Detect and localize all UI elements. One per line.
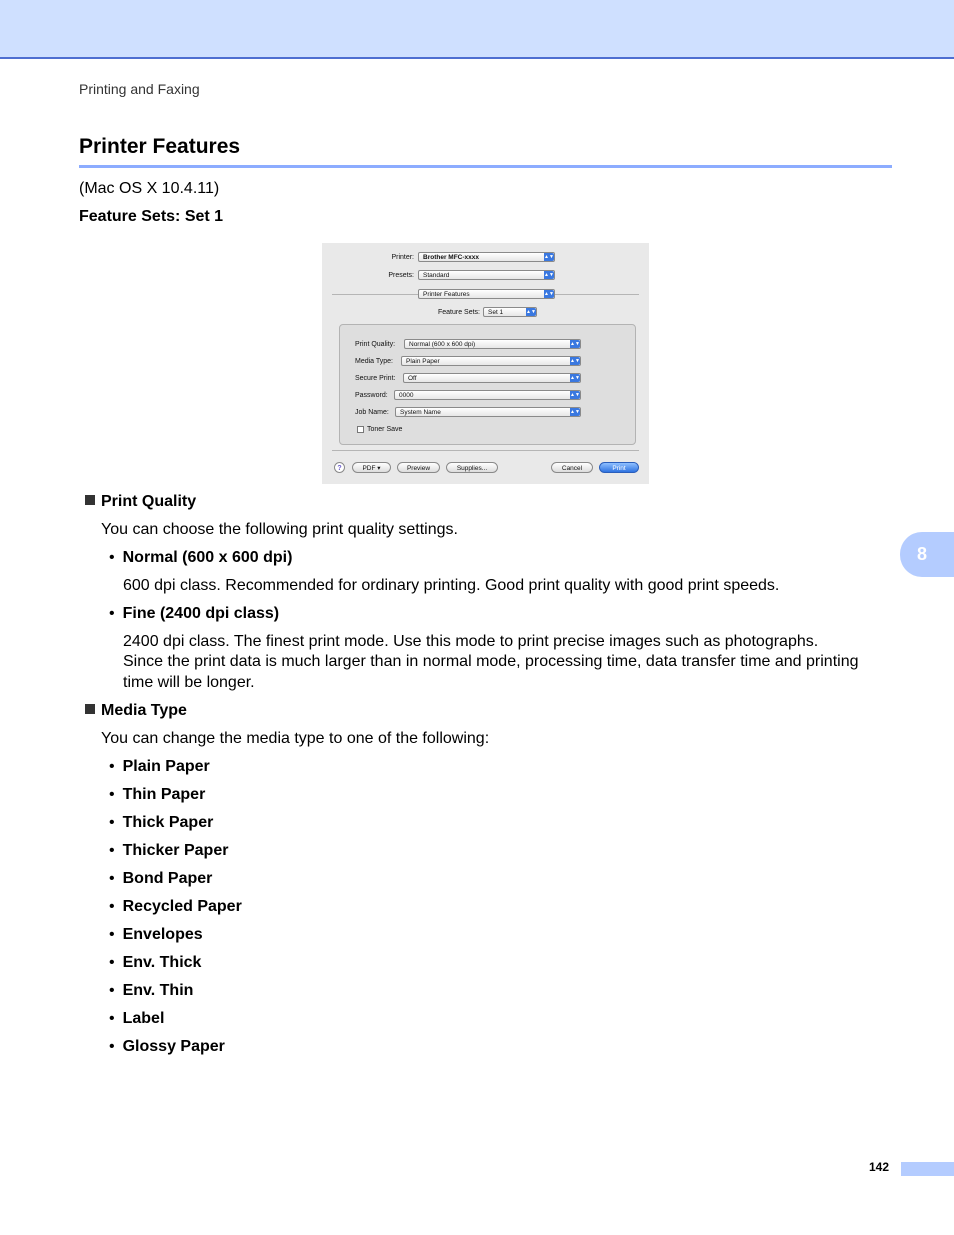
bullet-fine: • Fine (2400 dpi class) [109, 605, 280, 622]
supplies-button[interactable]: Supplies... [446, 462, 498, 473]
print-quality-label: Print Quality: [355, 341, 396, 348]
media-item: • Label [109, 1010, 165, 1027]
breadcrumb: Printing and Faxing [79, 81, 200, 97]
title-rule [79, 165, 892, 168]
toner-save-checkbox[interactable] [357, 426, 364, 433]
feature-sets-popup[interactable]: Set 1 ▲▼ [483, 307, 537, 317]
password-label: Password: [355, 392, 388, 399]
password-popup[interactable]: 0000 ▲▼ [394, 390, 581, 400]
media-item: • Env. Thin [109, 982, 194, 999]
popup-arrow-icon: ▲▼ [570, 358, 580, 364]
popup-arrow-icon: ▲▼ [570, 409, 580, 415]
popup-arrow-icon: ▲▼ [570, 392, 580, 398]
print-button[interactable]: Print [599, 462, 639, 473]
popup-arrow-icon: ▲▼ [544, 272, 554, 278]
media-item: • Thin Paper [109, 786, 206, 803]
popup-arrow-icon: ▲▼ [544, 254, 554, 260]
media-item: • Envelopes [109, 926, 203, 943]
media-type-heading: Media Type [85, 702, 187, 720]
preview-button[interactable]: Preview [397, 462, 440, 473]
square-bullet-icon [85, 704, 95, 714]
divider [332, 450, 639, 451]
media-type-popup[interactable]: Plain Paper ▲▼ [401, 356, 581, 366]
presets-popup[interactable]: Standard ▲▼ [418, 270, 555, 280]
pdf-button[interactable]: PDF ▾ [352, 462, 391, 473]
secure-print-label: Secure Print: [355, 375, 396, 382]
toner-save-label: Toner Save [367, 426, 403, 433]
os-version: (Mac OS X 10.4.11) [79, 180, 220, 197]
cancel-button[interactable]: Cancel [551, 462, 593, 473]
popup-arrow-icon: ▲▼ [526, 309, 536, 315]
page-number-band [901, 1162, 954, 1176]
chapter-tab: 8 [900, 532, 954, 577]
media-type-intro: You can change the media type to one of the following: [101, 730, 490, 747]
header-band [0, 0, 954, 59]
media-item: • Glossy Paper [109, 1038, 225, 1055]
fine-description-line-2: Since the print data is much larger than in normal mode, processing time, data transfer time and printing [123, 653, 859, 670]
media-item: • Thicker Paper [109, 842, 229, 859]
help-icon[interactable]: ? [334, 462, 345, 473]
popup-arrow-icon: ▲▼ [544, 291, 554, 297]
job-name-popup[interactable]: System Name ▲▼ [395, 407, 581, 417]
print-quality-intro: You can choose the following print quality settings. [101, 521, 458, 538]
popup-arrow-icon: ▲▼ [570, 341, 580, 347]
presets-label: Presets: [388, 272, 414, 279]
print-quality-heading: Print Quality [85, 493, 196, 511]
print-dialog-screenshot [322, 243, 649, 484]
page-title: Printer Features [79, 135, 241, 158]
media-item: • Plain Paper [109, 758, 210, 775]
printer-label: Printer: [391, 254, 414, 261]
page-number: 142 [869, 1160, 890, 1174]
printer-popup[interactable]: Brother MFC-xxxx ▲▼ [418, 252, 555, 262]
media-item: • Bond Paper [109, 870, 213, 887]
feature-sets-label: Feature Sets: [437, 309, 480, 316]
media-item: • Recycled Paper [109, 898, 242, 915]
pane-popup[interactable]: Printer Features ▲▼ [418, 289, 555, 299]
normal-description: 600 dpi class. Recommended for ordinary printing. Good print quality with good print speeds. [123, 577, 780, 594]
bullet-normal: • Normal (600 x 600 dpi) [109, 549, 293, 566]
media-type-label: Media Type: [355, 358, 394, 365]
print-quality-popup[interactable]: Normal (600 x 600 dpi) ▲▼ [404, 339, 581, 349]
job-name-label: Job Name: [355, 409, 389, 416]
feature-sets-heading: Feature Sets: Set 1 [79, 208, 224, 225]
media-item: • Env. Thick [109, 954, 202, 971]
fine-description-line-3: time will be longer. [123, 674, 255, 691]
media-item: • Thick Paper [109, 814, 214, 831]
fine-description-line-1: 2400 dpi class. The finest print mode. Use this mode to print precise images such as photographs. [123, 633, 819, 650]
square-bullet-icon [85, 495, 95, 505]
popup-arrow-icon: ▲▼ [570, 375, 580, 381]
secure-print-popup[interactable]: Off ▲▼ [403, 373, 581, 383]
